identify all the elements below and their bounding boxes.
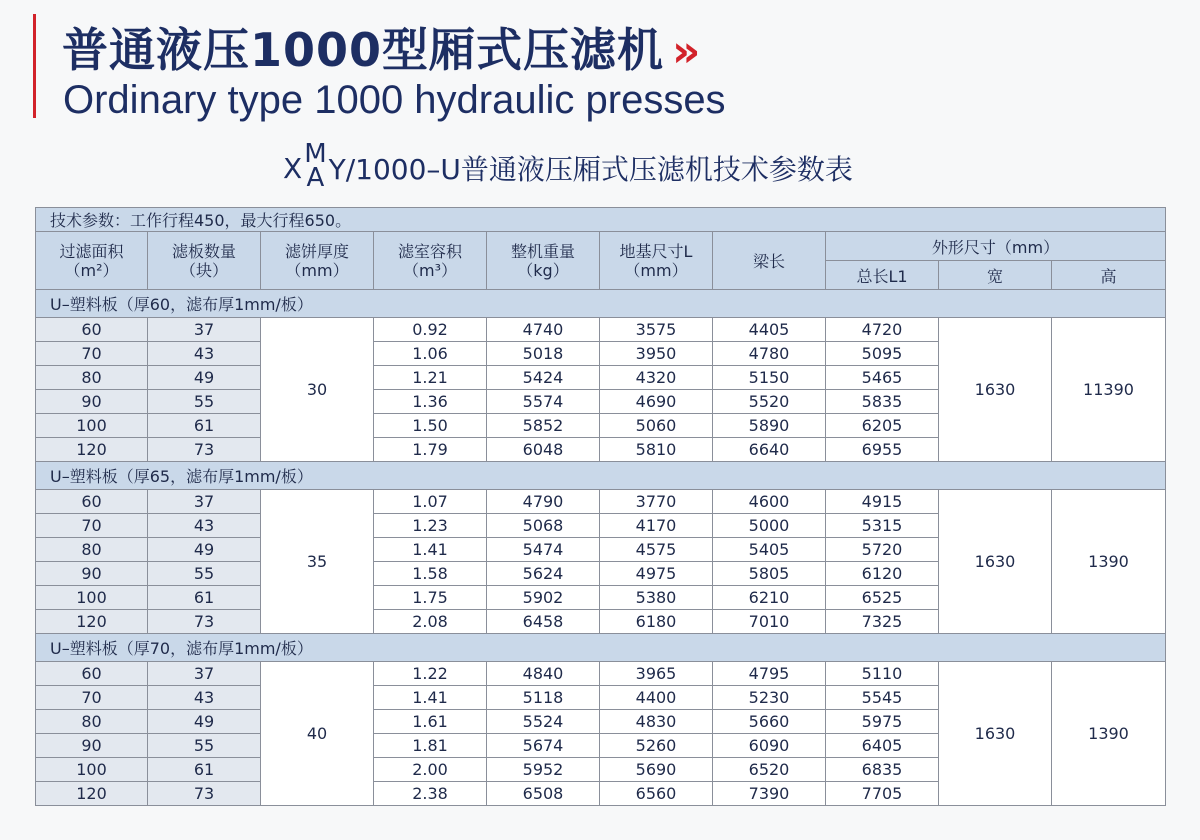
table-title (283, 139, 853, 193)
cell-plates: 49 (148, 538, 261, 562)
cell-foundation: 6560 (600, 782, 713, 806)
title-accent-bar (33, 14, 36, 118)
cell-beam: 5000 (713, 514, 826, 538)
cell-weight: 5674 (487, 734, 600, 758)
cell-plates: 49 (148, 710, 261, 734)
cell-beam: 7390 (713, 782, 826, 806)
cell-weight: 4740 (487, 318, 600, 342)
cell-length: 5835 (826, 390, 939, 414)
cell-volume: 1.22 (374, 662, 487, 686)
cell-length: 5465 (826, 366, 939, 390)
header-area (36, 232, 148, 290)
model-stack-upper: M (304, 139, 327, 169)
cell-cake-thickness: 30 (261, 318, 374, 462)
cell-length: 5315 (826, 514, 939, 538)
cell-volume: 2.00 (374, 758, 487, 782)
cell-area: 90 (36, 562, 148, 586)
table-row (36, 662, 1166, 686)
page-title-text: 普通液压1000型厢式压滤机 (62, 23, 665, 77)
cell-volume: 1.41 (374, 686, 487, 710)
header-foundation-label: 地基尺寸L (619, 241, 693, 261)
cell-weight: 5068 (487, 514, 600, 538)
cell-weight: 6048 (487, 438, 600, 462)
cell-weight: 5852 (487, 414, 600, 438)
cell-foundation: 5060 (600, 414, 713, 438)
cell-volume: 1.61 (374, 710, 487, 734)
cell-width: 1630 (939, 490, 1052, 634)
cell-foundation: 4975 (600, 562, 713, 586)
cell-cake-thickness: 40 (261, 662, 374, 806)
cell-foundation: 5380 (600, 586, 713, 610)
cell-length: 6835 (826, 758, 939, 782)
cell-area: 100 (36, 586, 148, 610)
cell-weight: 5474 (487, 538, 600, 562)
cell-plates: 37 (148, 662, 261, 686)
cell-area: 60 (36, 318, 148, 342)
header-cake-unit: （mm） (285, 260, 349, 280)
double-chevron-icon: » (672, 26, 702, 77)
cell-beam: 6640 (713, 438, 826, 462)
cell-area: 120 (36, 782, 148, 806)
cell-plates: 37 (148, 490, 261, 514)
cell-width: 1630 (939, 662, 1052, 806)
cell-area: 60 (36, 662, 148, 686)
cell-volume: 1.23 (374, 514, 487, 538)
header-volume-unit: （m³） (402, 260, 457, 280)
cell-plates: 61 (148, 758, 261, 782)
header-cake (261, 232, 374, 290)
cell-length: 6405 (826, 734, 939, 758)
header-area-label: 过滤面积 (59, 241, 124, 261)
section-label: U–塑料板（厚65，滤布厚1mm/板） (36, 462, 1166, 490)
page-title (62, 14, 701, 80)
cell-volume: 1.06 (374, 342, 487, 366)
cell-area: 60 (36, 490, 148, 514)
section-label: U–塑料板（厚60，滤布厚1mm/板） (36, 290, 1166, 318)
table-note: 技术参数：工作行程450，最大行程650。 (36, 208, 1166, 232)
model-stack-lower: A (306, 163, 325, 193)
cell-beam: 5520 (713, 390, 826, 414)
cell-area: 80 (36, 366, 148, 390)
cell-beam: 7010 (713, 610, 826, 634)
header-length: 总长L1 (826, 261, 939, 290)
cell-foundation: 4170 (600, 514, 713, 538)
cell-plates: 55 (148, 562, 261, 586)
cell-volume: 1.75 (374, 586, 487, 610)
header-volume-label: 滤室容积 (397, 241, 462, 261)
cell-height: 1390 (1052, 662, 1166, 806)
cell-weight: 5524 (487, 710, 600, 734)
model-title-rest: Y/1000–U普通液压厢式压滤机技术参数表 (328, 153, 853, 186)
header-plates-label: 滤板数量 (171, 241, 236, 261)
cell-foundation: 4690 (600, 390, 713, 414)
cell-height: 11390 (1052, 318, 1166, 462)
cell-length: 5975 (826, 710, 939, 734)
cell-area: 100 (36, 758, 148, 782)
cell-plates: 55 (148, 734, 261, 758)
header-area-unit: （m²） (64, 260, 119, 280)
cell-area: 80 (36, 710, 148, 734)
cell-volume: 0.92 (374, 318, 487, 342)
cell-volume: 1.79 (374, 438, 487, 462)
cell-length: 7705 (826, 782, 939, 806)
header-foundation (600, 232, 713, 290)
cell-foundation: 3575 (600, 318, 713, 342)
header-weight-unit: （kg） (517, 260, 569, 280)
cell-weight: 5624 (487, 562, 600, 586)
header-weight-label: 整机重量 (510, 241, 575, 261)
cell-beam: 5150 (713, 366, 826, 390)
cell-area: 80 (36, 538, 148, 562)
cell-area: 70 (36, 342, 148, 366)
cell-weight: 5018 (487, 342, 600, 366)
cell-volume: 1.58 (374, 562, 487, 586)
cell-beam: 5805 (713, 562, 826, 586)
cell-weight: 6458 (487, 610, 600, 634)
cell-beam: 5405 (713, 538, 826, 562)
header-plates-unit: （块） (179, 260, 228, 280)
cell-weight: 5902 (487, 586, 600, 610)
section-header-row (36, 462, 1166, 490)
model-prefix: X (283, 151, 303, 185)
cell-area: 100 (36, 414, 148, 438)
cell-plates: 43 (148, 686, 261, 710)
cell-width: 1630 (939, 318, 1052, 462)
page-title-english: Ordinary type 1000 hydraulic presses (63, 78, 726, 122)
header-weight (487, 232, 600, 290)
cell-plates: 37 (148, 318, 261, 342)
cell-beam: 4780 (713, 342, 826, 366)
cell-area: 70 (36, 686, 148, 710)
cell-weight: 4840 (487, 662, 600, 686)
cell-foundation: 4830 (600, 710, 713, 734)
table-note-row (36, 208, 1166, 232)
header-beam: 梁长 (713, 232, 826, 290)
cell-height: 1390 (1052, 490, 1166, 634)
cell-plates: 43 (148, 342, 261, 366)
cell-weight: 6508 (487, 782, 600, 806)
table-row (36, 490, 1166, 514)
cell-length: 5095 (826, 342, 939, 366)
cell-plates: 61 (148, 414, 261, 438)
model-stack (304, 139, 327, 193)
cell-length: 4915 (826, 490, 939, 514)
cell-foundation: 3950 (600, 342, 713, 366)
cell-plates: 43 (148, 514, 261, 538)
section-header-row (36, 634, 1166, 662)
cell-volume: 2.08 (374, 610, 487, 634)
cell-volume: 1.50 (374, 414, 487, 438)
cell-length: 7325 (826, 610, 939, 634)
cell-volume: 1.07 (374, 490, 487, 514)
cell-area: 120 (36, 610, 148, 634)
cell-area: 120 (36, 438, 148, 462)
cell-volume: 1.81 (374, 734, 487, 758)
cell-weight: 5424 (487, 366, 600, 390)
cell-plates: 73 (148, 610, 261, 634)
cell-weight: 4790 (487, 490, 600, 514)
cell-length: 4720 (826, 318, 939, 342)
spec-table (35, 207, 1166, 806)
header-cake-label: 滤饼厚度 (284, 241, 349, 261)
cell-weight: 5118 (487, 686, 600, 710)
cell-plates: 49 (148, 366, 261, 390)
section-header-row (36, 290, 1166, 318)
cell-plates: 73 (148, 438, 261, 462)
cell-cake-thickness: 35 (261, 490, 374, 634)
cell-weight: 5574 (487, 390, 600, 414)
cell-length: 5720 (826, 538, 939, 562)
cell-beam: 4795 (713, 662, 826, 686)
cell-beam: 4405 (713, 318, 826, 342)
cell-foundation: 4575 (600, 538, 713, 562)
cell-volume: 2.38 (374, 782, 487, 806)
cell-beam: 6520 (713, 758, 826, 782)
cell-area: 90 (36, 390, 148, 414)
cell-foundation: 5690 (600, 758, 713, 782)
cell-beam: 6090 (713, 734, 826, 758)
cell-length: 6525 (826, 586, 939, 610)
cell-foundation: 5810 (600, 438, 713, 462)
cell-length: 5545 (826, 686, 939, 710)
table-row (36, 318, 1166, 342)
header-outer-dimensions: 外形尺寸（mm） (826, 232, 1166, 261)
cell-area: 70 (36, 514, 148, 538)
cell-beam: 5660 (713, 710, 826, 734)
cell-length: 6205 (826, 414, 939, 438)
cell-weight: 5952 (487, 758, 600, 782)
cell-foundation: 4400 (600, 686, 713, 710)
cell-beam: 5230 (713, 686, 826, 710)
section-label: U–塑料板（厚70，滤布厚1mm/板） (36, 634, 1166, 662)
cell-beam: 4600 (713, 490, 826, 514)
cell-volume: 1.21 (374, 366, 487, 390)
cell-beam: 5890 (713, 414, 826, 438)
cell-length: 5110 (826, 662, 939, 686)
header-plates (148, 232, 261, 290)
cell-plates: 73 (148, 782, 261, 806)
header-foundation-unit: （mm） (624, 260, 688, 280)
cell-plates: 55 (148, 390, 261, 414)
cell-foundation: 4320 (600, 366, 713, 390)
header-height: 高 (1052, 261, 1166, 290)
cell-foundation: 3965 (600, 662, 713, 686)
cell-volume: 1.41 (374, 538, 487, 562)
cell-plates: 61 (148, 586, 261, 610)
cell-length: 6955 (826, 438, 939, 462)
cell-area: 90 (36, 734, 148, 758)
cell-volume: 1.36 (374, 390, 487, 414)
cell-beam: 6210 (713, 586, 826, 610)
cell-length: 6120 (826, 562, 939, 586)
cell-foundation: 6180 (600, 610, 713, 634)
header-width: 宽 (939, 261, 1052, 290)
cell-foundation: 5260 (600, 734, 713, 758)
header-volume (374, 232, 487, 290)
cell-foundation: 3770 (600, 490, 713, 514)
header-row-1 (36, 232, 1166, 261)
